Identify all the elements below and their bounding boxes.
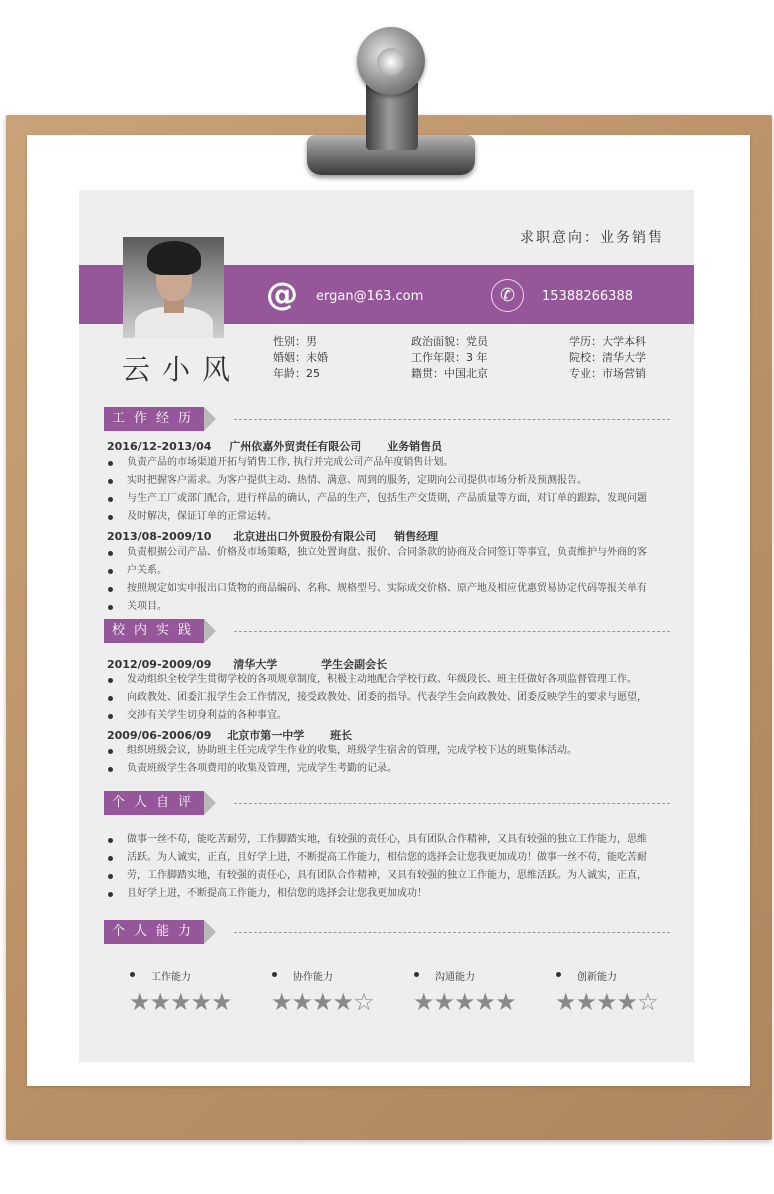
list-item: 负责根据公司产品、价格及市场策略，独立处置询盘、报价、合同条款的协商及合同签订等事宜，负责维护与外商的客: [127, 544, 647, 562]
info-marital: 婚姻：未婚: [273, 351, 328, 364]
skill-bullet: [272, 972, 277, 977]
info-col-2: [411, 334, 488, 382]
list-item-cont: 及时解决，保证订单的正常运转。: [127, 508, 277, 526]
avatar: [123, 237, 224, 338]
list-item: 与生产工厂或部门配合，进行样品的确认，产品的生产，包括生产交货期，产品质量等方面，对订单的跟踪，发现问题: [127, 490, 647, 508]
list-item-cont: 交涉有关学生切身利益的各种事宜。: [127, 707, 287, 725]
list-item: 负责产品的市场渠道开拓与销售工作, 执行并完成公司产品年度销售计划。: [127, 454, 453, 472]
company: 北京进出口外贸股份有限公司: [233, 530, 377, 543]
organization: 清华大学: [233, 658, 278, 671]
info-col-3: [569, 334, 646, 382]
job-objective: 求职意向：业务销售: [520, 230, 664, 246]
campus-entry-2-title: [107, 727, 352, 743]
skill-rating-stars: ★★★★☆: [271, 988, 374, 1016]
work-entry-1-title: [107, 438, 442, 454]
person-name: 云小风: [122, 353, 243, 386]
company: 广州依嘉外贸责任有限公司: [229, 440, 362, 453]
section-work-header: [104, 407, 204, 431]
period: 2012/09-2009/09: [107, 658, 212, 671]
period: 2013/08-2009/10: [107, 530, 212, 543]
skill-bullet: [556, 972, 561, 977]
list-item: 做事一丝不苟，能吃苦耐劳，工作脚踏实地，有较强的责任心，具有团队合作精神，又具有较强的独立工作能力，思维: [127, 831, 647, 849]
list-item: 实时把握客户需求。为客户提供主动、热情、满意、周到的服务，定期向公司提供市场分析及预测报告。: [127, 472, 587, 490]
section-self-header: [104, 791, 204, 815]
list-item: 发动组织全校学生贯彻学校的各项规章制度，积极主动地配合学校行政、年级段长、班主任做好各项监督管理工作。: [127, 671, 637, 689]
section-campus-header: [104, 619, 204, 643]
info-native: 籍贯：中国北京: [411, 367, 488, 380]
skill-name: 沟通能力: [435, 972, 475, 983]
divider: [234, 932, 670, 933]
work-entry-2-title: [107, 528, 438, 544]
period: 2009/06-2006/09: [107, 729, 212, 742]
list-item: 按照规定如实申报出口货物的商品编码、名称、规格型号、实际成交价格、原产地及相应优惠贸易协定代码等报关单有: [127, 580, 647, 598]
divider: [234, 631, 670, 632]
list-item-cont: 劳，工作脚踏实地，有较强的责任心，具有团队合作精神，又具有较强的独立工作能力，思维活跃。为人诚实，正直，: [127, 867, 647, 885]
organization: 北京市第一中学: [227, 729, 305, 742]
phone-icon: ✆: [491, 279, 524, 312]
info-school: 院校：清华大学: [569, 351, 646, 364]
list-item-cont: 户关系。: [127, 562, 167, 580]
section-campus-title: 校内实践: [104, 619, 204, 643]
info-gender: 性别：男: [273, 335, 317, 348]
role: 班长: [330, 729, 353, 742]
info-degree: 学历：大学本科: [569, 335, 646, 348]
section-self-title: 个人自评: [104, 791, 204, 815]
info-political: 政治面貌：党员: [411, 335, 488, 348]
role: 学生会副会长: [321, 658, 388, 671]
list-item-cont: 活跃。为人诚实，正直，且好学上进，不断提高工作能力，相信您的选择会让您我更加成功！做事一丝不苟，能吃苦耐: [127, 849, 647, 867]
skill-rating-stars: ★★★★★: [129, 988, 232, 1016]
info-years: 工作年限：3 年: [411, 351, 488, 364]
skill-bullet: [130, 972, 135, 977]
list-item-cont: 关项目。: [127, 598, 167, 616]
period: 2016/12-2013/04: [107, 440, 212, 453]
campus-entry-1-title: [107, 656, 387, 672]
list-item: 组织班级会议，协助班主任完成学生作业的收集，班级学生宿舍的管理，完成学校下达的班集体活动。: [127, 742, 577, 760]
section-work-title: 工作经历: [104, 407, 204, 431]
divider: [234, 419, 670, 420]
role: 销售经理: [394, 530, 439, 543]
info-age: 年龄：25: [273, 367, 320, 380]
skill-rating-stars: ★★★★★: [413, 988, 516, 1016]
email-icon: @: [266, 275, 298, 313]
list-item: 向政教处、团委汇报学生会工作情况，接受政教处、团委的指导。代表学生会向政教处、团委反映学生的要求与愿望，: [127, 689, 647, 707]
list-item: 负责班级学生各项费用的收集及管理，完成学生考勤的记录。: [127, 760, 397, 778]
divider: [234, 803, 670, 804]
skill-name: 协作能力: [293, 972, 333, 983]
skill-name: 创新能力: [577, 972, 617, 983]
list-item-cont: 且好学上进，不断提高工作能力，相信您的选择会让您我更加成功！: [127, 885, 427, 903]
role: 业务销售员: [387, 440, 443, 453]
section-ability-header: [104, 920, 204, 944]
skill-rating-stars: ★★★★☆: [555, 988, 658, 1016]
binder-clip-hole: [377, 48, 405, 76]
info-major: 专业：市场营销: [569, 367, 646, 380]
skill-name: 工作能力: [151, 972, 191, 983]
info-col-1: [273, 334, 328, 382]
skill-bullet: [414, 972, 419, 977]
email-text: ergan@163.com: [316, 289, 424, 304]
phone-text: 15388266388: [542, 289, 633, 304]
section-ability-title: 个人能力: [104, 920, 204, 944]
